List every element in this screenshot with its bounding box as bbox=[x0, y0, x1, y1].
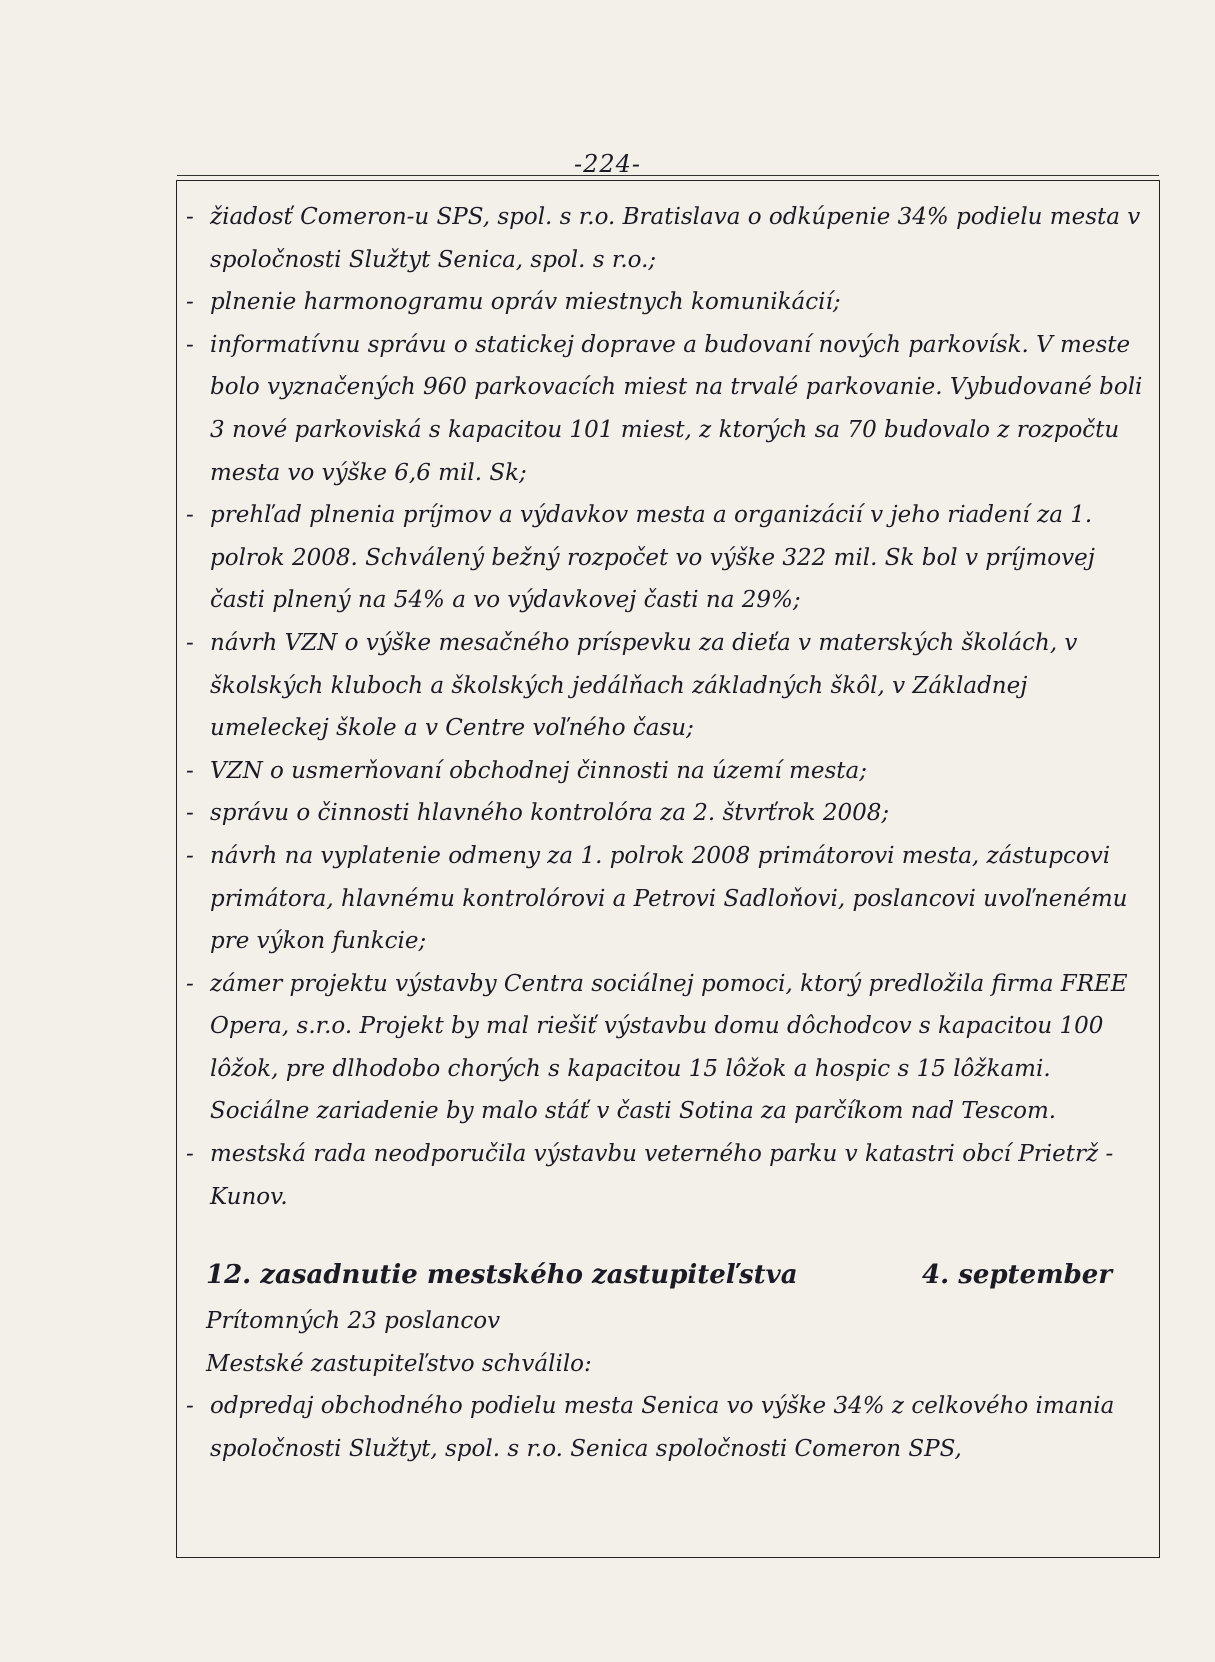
session-date: 4. september bbox=[922, 1260, 1113, 1291]
list-item: - odpredaj obchodného podielu mesta Senica vo výške 34% z celkového imania spoločnosti Služtyt, spol. s r.o. Senica spoločnosti Comeron SPS, bbox=[186, 1393, 1115, 1463]
session-heading bbox=[186, 1250, 1152, 1300]
list-item: - plnenie harmonogramu opráv miestnych komunikácií; bbox=[186, 289, 841, 316]
list-item: - správu o činnosti hlavného kontrolóra za 2. štvrťrok 2008; bbox=[186, 800, 890, 827]
list-item: - VZN o usmerňovaní obchodnej činnosti na území mesta; bbox=[186, 757, 867, 784]
session-title: 12. zasadnutie mestského zastupiteľstva bbox=[206, 1260, 798, 1291]
page-number: -224- bbox=[573, 150, 642, 178]
list-item: - prehľad plnenia príjmov a výdavkov mesta a organizácií v jeho riadení za 1. polrok 2008. Schválený bežný rozpočet vo výške 322 mil. Sk bol v príjmovej časti plnený na 54% a vo výdavkovej časti na 29%; bbox=[186, 502, 1095, 614]
list-item: - informatívnu správu o statickej doprave a budovaní nových parkovísk. V meste bolo vyznačených 960 parkovacích miest na trvalé parkovanie. Vybudované boli 3 nové parkoviská s kapacitou 101 miest, z ktorých sa 70 budovalo z rozpočtu mesta vo výške 6,6 mil. Sk; bbox=[186, 331, 1143, 486]
list-item: - žiadosť Comeron-u SPS, spol. s r.o. Bratislava o odkúpenie 34% podielu mesta v spoločnosti Služtyt Senica, spol. s r.o.; bbox=[186, 204, 1141, 273]
handwritten-chronicle-text bbox=[186, 196, 1152, 1471]
list-item: - zámer projektu výstavby Centra sociálnej pomoci, ktorý predložila firma FREE Opera, s.r.o. Projekt by mal riešiť výstavbu domu dôchodcov s kapacitou 100 lôžok, pre dlhodobo chorých s kapacitou 15 lôžok a hospic s 15 lôžkami. Sociálne zariadenie by malo stáť v časti Sotina za parčíkom nad Tescom. bbox=[186, 970, 1128, 1125]
list-item: - návrh VZN o výške mesačného príspevku za dieťa v materských školách, v školských kluboch a školských jedálňach základných škôl, v Základnej umeleckej škole a v Centre voľného času; bbox=[186, 629, 1078, 742]
approved-text: Mestské zastupiteľstvo schválilo: bbox=[206, 1350, 592, 1377]
attendance-text: Prítomných 23 poslancov bbox=[206, 1308, 501, 1335]
list-item: - návrh na vyplatenie odmeny za 1. polrok 2008 primátorovi mesta, zástupcovi primátora, hlavnému kontrolórovi a Petrovi Sadloňovi, poslancovi uvoľnenému pre výkon funkcie; bbox=[186, 842, 1128, 955]
list-item: - mestská rada neodporučila výstavbu veterného parku v katastri obcí Prietrž - Kunov. bbox=[186, 1141, 1114, 1210]
